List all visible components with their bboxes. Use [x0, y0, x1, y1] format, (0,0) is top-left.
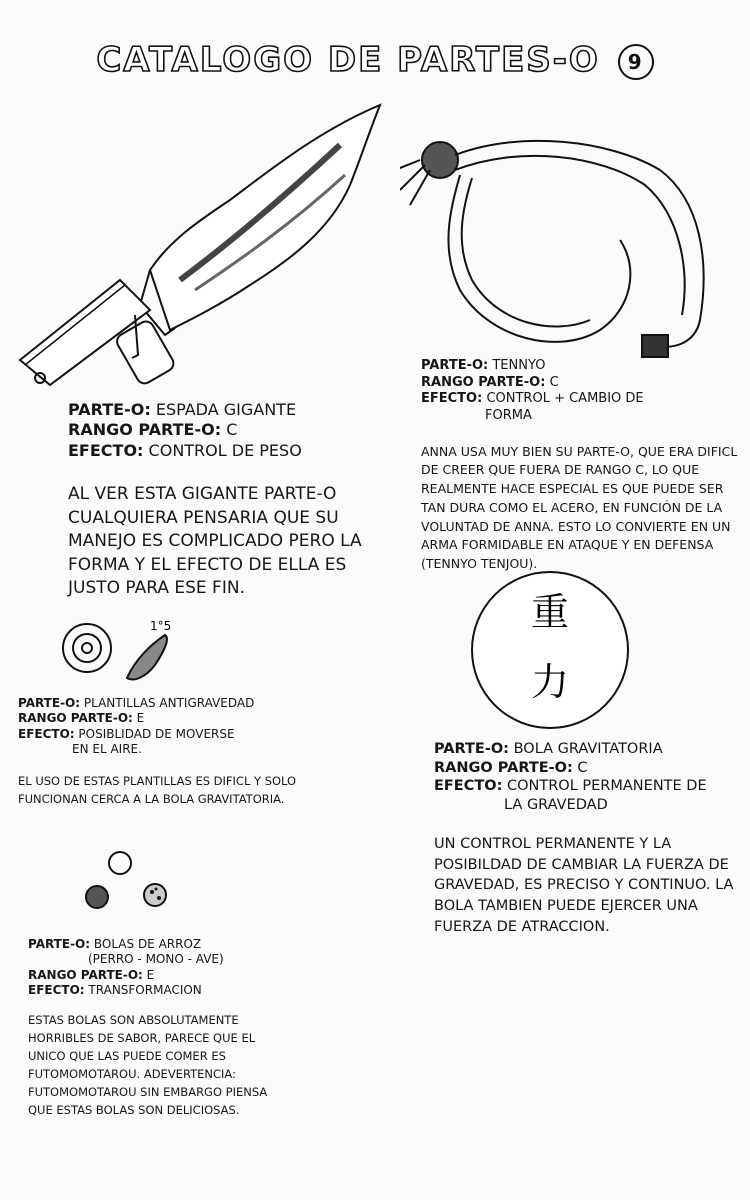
part-label: PARTE-O: — [434, 741, 509, 757]
effect-label: EFECTO: — [28, 983, 85, 998]
effect-label: EFECTO: — [18, 726, 75, 741]
rank-value: C — [549, 374, 559, 390]
rank-label: RANGO PARTE-O: — [434, 759, 573, 776]
rank-value: E — [146, 967, 155, 982]
rank-value: C — [226, 420, 238, 440]
rank-label: RANGO PARTE-O: — [68, 420, 222, 440]
antigravity-insoles-illustration — [55, 610, 195, 690]
rice-balls-entry — [28, 937, 278, 1119]
insoles-description: EL USO DE ESTAS PLANTILLAS ES DIFICL Y SOLO FUNCIONAN CERCA A LA BOLA GRAVITATORIA. — [18, 774, 297, 807]
kanji-top: 重 — [530, 590, 570, 634]
effect-label: EFECTO: — [68, 440, 144, 460]
rank-label: RANGO PARTE-O: — [28, 967, 143, 982]
effect-continuation: EN EL AIRE. — [72, 742, 142, 757]
effect-continuation: FORMA — [485, 407, 532, 423]
effect-continuation: LA GRAVEDAD — [504, 796, 608, 813]
rice-balls-illustration — [80, 845, 190, 915]
part-label: PARTE-O: — [28, 937, 91, 951]
part-continuation: (PERRO - MONO - AVE) — [88, 952, 224, 967]
part-label: PARTE-O: — [421, 358, 489, 373]
rank-value: E — [136, 711, 145, 726]
effect-value: CONTROL PERMANENTE DE — [506, 778, 707, 795]
effect-value: CONTROL DE PESO — [148, 440, 302, 460]
gravity-ball-illustration — [470, 565, 630, 735]
rice-balls-description: ESTAS BOLAS SON ABSOLUTAMENTE HORRIBLES DE SABOR, PARECE QUE EL UNICO QUE LAS PUEDE COMER ES FUTOMOMOTAROU. ADEVERTENCIA: FUTOMOMOTAROU SIN EMBARGO PIENSA QUE ESTAS BOLAS SON DELICIOSAS. — [28, 1013, 268, 1117]
part-name: TENNYO — [492, 358, 546, 373]
insole-mark: 1°5 — [150, 619, 172, 633]
rank-value: C — [577, 759, 588, 776]
gravity-ball-description: UN CONTROL PERMANENTE Y LA POSIBILDAD DE CAMBIAR LA FUERZA DE GRAVEDAD, ES PRECISO Y CONTINUO. LA BOLA TAMBIEN PUEDE EJERCER UNA FUERZA DE ATRACCION. — [434, 836, 734, 935]
part-name: PLANTILLAS ANTIGRAVEDAD — [83, 696, 255, 710]
kanji-bottom: 力 — [530, 660, 570, 704]
rank-label: RANGO PARTE-O: — [421, 374, 546, 390]
page-title — [0, 40, 750, 80]
tennyo-ribbon-illustration — [400, 130, 730, 370]
chapter-number: 9 — [618, 44, 654, 80]
insoles-entry — [18, 696, 298, 809]
effect-value: POSIBLIDAD DE MOVERSE — [78, 726, 235, 741]
sword-description: AL VER ESTA GIGANTE PARTE-O CUALQUIERA PENSARIA QUE SU MANEJO ES COMPLICADO PERO LA FORMA Y EL EFECTO DE ELLA ES JUSTO PARA ESE FIN. — [68, 484, 362, 599]
gravity-ball-entry — [434, 740, 734, 937]
sword-entry — [68, 400, 388, 601]
title-text: CATALOGO DE PARTES-O — [96, 40, 600, 80]
tennyo-entry — [421, 358, 743, 574]
giant-sword-illustration — [0, 90, 400, 400]
part-label: PARTE-O: — [68, 400, 151, 419]
effect-label: EFECTO: — [434, 778, 503, 795]
effect-value: CONTROL + CAMBIO DE — [486, 391, 644, 407]
effect-value: TRANSFORMACION — [88, 983, 202, 998]
part-name: ESPADA GIGANTE — [155, 400, 297, 419]
part-label: PARTE-O: — [18, 696, 81, 710]
effect-label: EFECTO: — [421, 391, 483, 407]
rank-label: RANGO PARTE-O: — [18, 711, 133, 726]
part-name: BOLA GRAVITATORIA — [513, 741, 663, 757]
part-name: BOLAS DE ARROZ — [93, 937, 202, 951]
tennyo-description: ANNA USA MUY BIEN SU PARTE-O, QUE ERA DIFICL DE CREER QUE FUERA DE RANGO C, LO QUE REALMENTE HACE ESPECIAL ES QUE PUEDE SER TAN DURA COMO EL ACERO, EN FUNCIÓN DE LA VOLUNTAD DE ANNA. ESTO LO CONVIERTE EN UN ARMA FORMIDABLE EN ATAQUE Y EN DEFENSA (TENNYO TENJOU). — [421, 443, 738, 571]
